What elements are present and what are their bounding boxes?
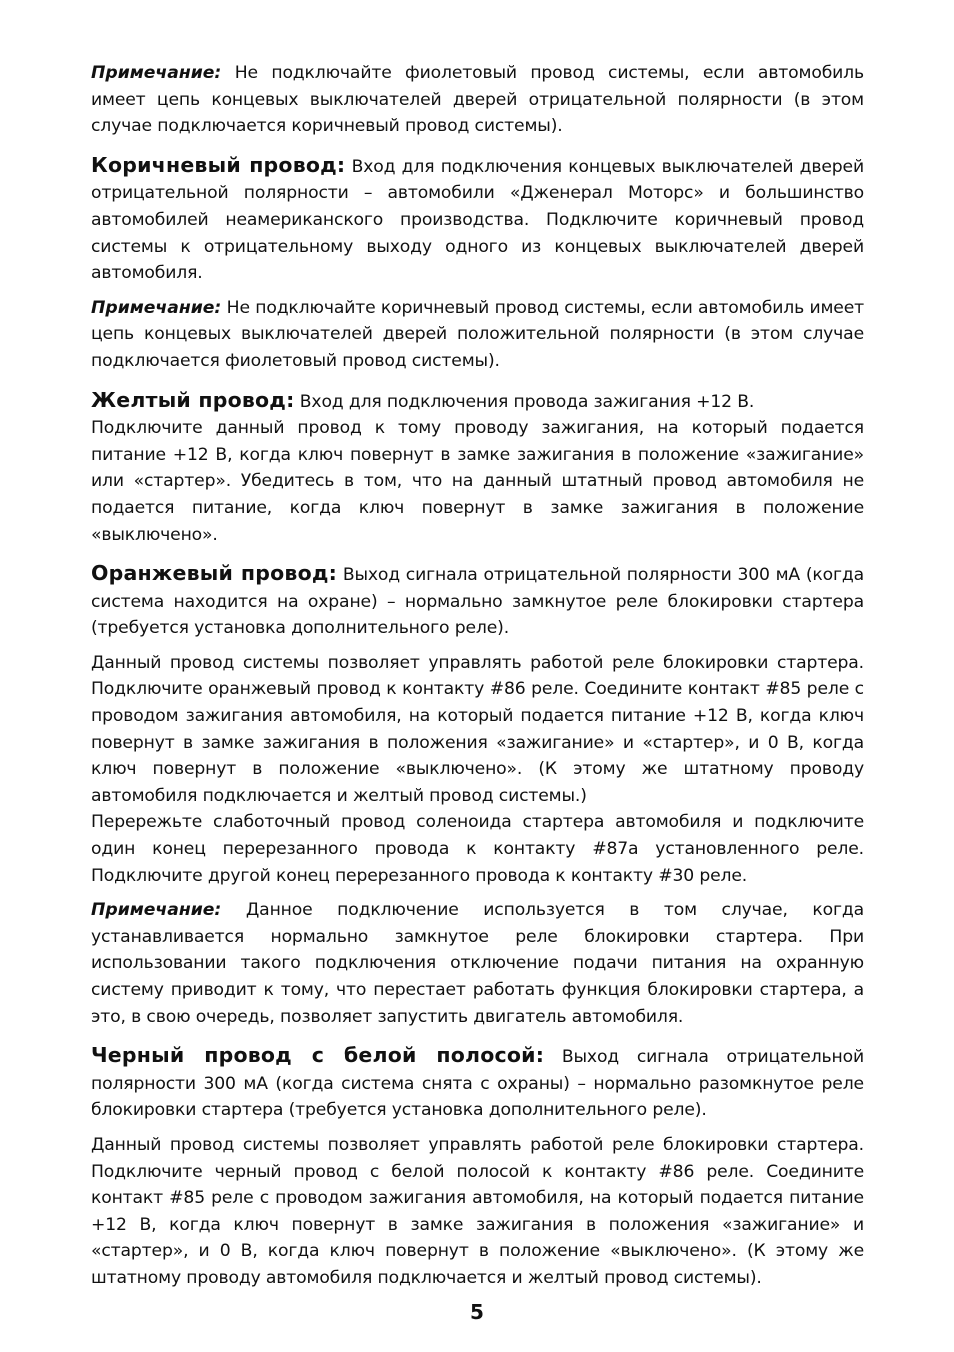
paragraph-starter-solenoid: Перережьте слаботочный провод соленоида стартера автомобиля и подключите один конец перерезанного провода к контакту #87а установленного реле. Подключите другой конец перерезанного провода к контакту #30 реле. xyxy=(91,812,864,886)
note-label: Примечание: xyxy=(91,63,222,83)
section-black-white-wire xyxy=(91,1042,864,1124)
section-heading: Коричневый провод: xyxy=(91,152,346,177)
section-text: Выход сигнала отрицательной полярности 300 мА (когда система снята с охраны) – нормально разомкнутое реле блокировки стартера (требуется установка дополнительного реле). xyxy=(91,1047,864,1121)
section-text: Вход для подключения провода зажигания +12 В. xyxy=(294,391,755,412)
paragraph-black-white-wire-relay: Данный провод системы позволяет управлять работой реле блокировки стартера. Подключите черный провод с белой полосой к контакту #86 реле. Соедините контакт #85 реле с проводом зажигания автомобиля, на который подается питание +12 В, когда ключ повернут в замке зажигания в положения «зажигание» и «стартер», и 0 В, когда ключ повернут в положение «выключено». (К этому же штатному проводу автомобиля подключается и желтый провод системы). xyxy=(91,1134,864,1288)
note-label: Примечание: xyxy=(91,900,222,921)
paragraph-orange-wire-relay: Данный провод системы позволяет управлять работой реле блокировки стартера. Подключите оранжевый провод к контакту #86 реле. Соедините контакт #85 реле с проводом зажигания автомобиля, на который подается питание +12 В, когда ключ повернут в замке зажигания в положения «зажигание» и «стартер», и 0 В, когда ключ повернут в положение «выключено». (К этому же штатному проводу автомобиля подключается и желтый провод системы.) xyxy=(91,652,864,806)
note-text: Не подключайте фиолетовый провод системы, если автомобиль имеет цепь концевых выключателей дверей отрицательной полярности (в этом случае подключается коричневый провод системы). xyxy=(91,63,864,137)
paragraph-yellow-wire-connection: Подключите данный провод к тому проводу зажигания, на который подается питание +12 В, когда ключ повернут в замке зажигания в положение «зажигание» или «стартер». Убедитесь в том, что на данный штатный провод автомобиля не подается питание, когда ключ повернут в замке зажигания в положение «выключено». xyxy=(91,418,864,545)
section-text: Выход сигнала отрицательной полярности 300 мА (когда система находится на охране) – нормально замкнутое реле блокировки стартера (требуется установка дополнительного реле). xyxy=(91,565,864,639)
section-heading: Желтый провод: xyxy=(91,387,295,412)
section-yellow-wire xyxy=(91,387,864,416)
note-label: Примечание: xyxy=(91,297,222,318)
section-heading: Черный провод с белой полосой: xyxy=(91,1043,545,1068)
section-brown-wire xyxy=(91,152,864,287)
note-text: Не подключайте коричневый провод системы, если автомобиль имеет цепь концевых выключателей дверей положительной полярности (в этом случае подключается фиолетовый провод системы). xyxy=(91,297,864,371)
section-heading: Оранжевый провод: xyxy=(91,561,338,586)
section-orange-wire xyxy=(91,560,864,642)
note-normally-closed-relay xyxy=(91,897,864,1030)
note-brown-wire xyxy=(91,295,864,375)
page-number: 5 xyxy=(470,1300,484,1324)
section-text: Вход для подключения концевых выключателей дверей отрицательной полярности – автомобили «Дженерал Моторс» и большинство автомобилей неамериканского производства. Подключите коричневый провод системы к отрицательному выходу одного из концевых выключателей дверей автомобиля. xyxy=(91,156,865,284)
note-text: Данное подключение используется в том случае, когда устанавливается нормально замкнутое реле блокировки стартера. При использовании такого подключения отключение подачи питания на охранную систему приводит к тому, что перестает работать функция блокировки стартера, а это, в свою очередь, позволяет запустить двигатель автомобиля. xyxy=(91,900,864,1027)
note-violet-wire xyxy=(91,60,864,140)
